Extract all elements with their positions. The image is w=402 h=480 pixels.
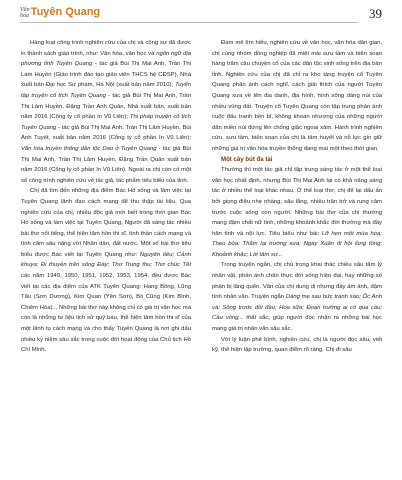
left-column [21, 38, 191, 356]
text-run: - tác giả Bùi Thị Mai Anh, Trần Thị Lâm Huyền, Đặng Trần Quân xuất bản năm 2016 (Công ty cổ phần In Vũ Liên). Ngoài ra chị còn có một số công trình nghiên cứu về tác giả, tác phẩm tiêu biểu của tỉnh. [21, 145, 192, 184]
paragraph [21, 38, 191, 186]
text-run: Đam mê tìm hiểu, nghiên cứu về văn học, văn hóa dân gian, chị cùng nhóm đồng nghiệp đã miệt mài sưu tầm và biên soạn hàng trăm câu chuyện cổ của các dân tộc sinh sống trên địa bàn tỉnh. Nghiên cứu của chị đã chỉ ra kho tàng truyện cổ Tuyên Quang phản ánh cách nghĩ, cách giải thích của người Tuyên Quang xưa về tên địa danh, địa hình, hình sông dáng núi của nhiều vùng đất. Truyện cổ Tuyên Quang còn tập trung phản ánh cuộc đấu tranh bền bỉ, không khoan nhượng của những người dân miền núi đứng lên chống giặc ngoại xâm. Hành trình nghiên cứu, sưu tầm, biên soạn của chị là tâm huyết và nỗ lực gìn giữ những giá trị văn hóa truyền thống đang mai một theo thời gian. [212, 40, 382, 152]
right-column [212, 38, 382, 356]
text-run: Hàng loạt công trình nghiên cứu của chị và cộng sự đã được in thành sách giáo trình, như: Văn hóa, văn học và [21, 40, 191, 57]
italic-run: Tuyển tập truyện cổ tích Tuyên Quang [21, 82, 191, 99]
section-subheading: Một cây bút đa tài [221, 155, 273, 163]
italic-run: Dáng mẹ sau bức tranh sáo; Ốc Anh và; Sông trước đồi đầu; Hoa sữa; Đoạn trường ai có qua cầu; Cầu vồng... thất sắc [212, 294, 382, 322]
logo-main-text: Tuyên Quang [30, 6, 101, 18]
page-header [0, 0, 402, 30]
logo-small-text [20, 7, 30, 19]
italic-run: Văn hóa truyền thống dân tộc Dao ở Tuyên Quang [21, 145, 157, 152]
text-run: Thường thì một tác giả chỉ tập trung sáng tác ở một thể loại văn học nhất định, nhưng Bùi Thị Mai Anh lại có khả năng sáng tác ở nhiều thể loại khác nhau. Ở thể loại thơ, chị để lại dấu ấn bởi giọng điệu nhẹ nhàng, sâu lắng, nhiều trăn trở và rung cảm trước cuộc sống con người. Những bài thơ của chị thường mang đậm chất nữ tính, những khoảnh khắc đời thường mà đầy hân tình và nội lực. Tiêu biểu như bài: [212, 167, 382, 237]
magazine-logo [20, 6, 100, 19]
italic-run: Thi pháp truyện cổ tích Tuyên Quang [21, 114, 192, 131]
italic-run: Lỡ hẹn một mùa hoa; Theo bóa; Thăm lại trường xưa; Ngày Xuân đi hội lồng tồng; Khoảnh khắc; Lời tâm sự... [212, 230, 382, 258]
header-rule [20, 22, 358, 23]
italic-run: Nguyên tiêu; Cảnh khuya; Đi thuyền trên sông Đáy; Thơ Trung thu; Thơ chúc Tết [21, 251, 191, 269]
text-run: - tác giả Bùi Thị Mai Anh, Trần Thị Lam Huyền (Giáo trình đào tạo giáo viên THCS hệ CĐSP), Nhà xuất bản Đại học Sư phạm, Hà Nội (xuất bản năm 2010); [21, 61, 191, 89]
text-run: - tác giả Bùi Thị Mai Anh, Trần Thị Lâm Huyền, Bùi Ánh Tuyết, xuất bản năm 2016 (Công ty cổ phần In Vũ Liên); [21, 124, 191, 142]
paragraph [21, 186, 191, 356]
text-run: - tác giả Bùi Thị Mai Anh, Trần Thị Lâm Huyền, Đặng Trần Anh Quân, Nhà xuất bản, xuất bản năm 2016 (Công ty cổ phần In Vũ Liên); [21, 92, 191, 121]
italic-run: ngôn ngữ địa phương tỉnh Tuyên Quang [21, 50, 191, 68]
logo-small-line-1: Văn [20, 7, 30, 13]
logo-small-line-2: hóa [20, 13, 29, 19]
paragraph [212, 38, 382, 155]
text-run: Với lý luận phê bình, nghiên cứu, chị là người đọc sâu, viết kỹ, thể hiện lập trường, quan điểm rõ ràng. Chị đi sâu [212, 336, 382, 354]
paragraph [212, 165, 382, 260]
text-run: Chị đã tìm đến những địa điểm Bác Hồ sống và làm việc tại Tuyên Quang lãnh đạo cách mạng để thu thập tài liệu. Qua nghiên cứu của chị, nhiều độc giả mới biết trong thời gian Bác Hồ sống và làm việc tại Tuyên Quang, Người đã sáng tác nhiều bài thơ nổi tiếng, thể hiện tâm hồn thi sĩ, tình thần cách mạng và tình cảm sâu nặng với Nhân dân, đất nước. Một số bài thơ tiêu biểu được Bác viết tại Tuyên Quang như: [21, 188, 191, 258]
paragraph [212, 260, 382, 334]
text-run: các năm 1949, 1950, 1951, 1952, 1953, 1954, đều được Bác viết tại các địa điểm của ATK Tuyên Quang: Hang Bồng, Lũng Tẩu (Sơn Dương), Kim Quan (Yên Sơn), Bó Cũng (Kim Bình, Chiêm Hóa)... Những bài thơ này không chỉ có giá trị văn học mà còn là những tư liệu lịch sử quý báu, thể hiện tâm hồn thi sĩ của một lãnh tụ cách mạng và cho thấy Tuyên Quang là nơi ghi dấu nhiều kỷ niệm sâu sắc trong cuộc đời hoạt động của Chủ tịch Hồ Chí Minh. [21, 273, 191, 354]
page-number: 39 [369, 6, 382, 21]
text-run: , giúp người đọc nhận ra những bài học mang giá trị nhân văn sâu sắc. [212, 315, 382, 333]
paragraph [212, 335, 382, 356]
text-run: Trong truyện ngắn, chị chú trọng khai thác chiều sâu tâm lý nhân vật, phản ánh chân thực đời sống hiện đại, hay những số phận bị lãng quên. Văn của chị dung dị nhưng đầy ám ảnh, đậm tình nhân văn. Truyện ngắn [212, 262, 382, 301]
